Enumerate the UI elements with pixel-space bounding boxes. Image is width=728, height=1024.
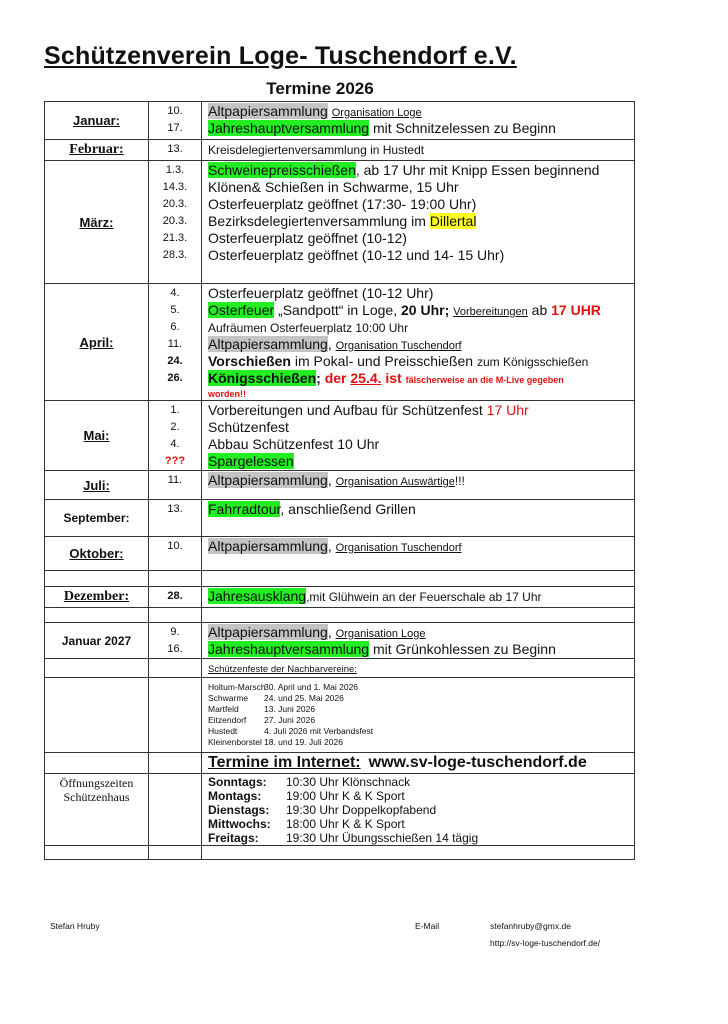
hours-text: 18:00 Uhr K & K Sport (286, 817, 405, 831)
event-text: , (327, 538, 336, 554)
event-date: 13. (167, 503, 183, 515)
event-date: 6. (170, 321, 180, 333)
date-cell (149, 537, 202, 571)
neighbor-club (208, 737, 634, 748)
date-cell (149, 140, 202, 161)
event-date: 9. (170, 626, 180, 638)
event-text: Königsschießen (208, 370, 317, 386)
empty-cell (45, 753, 149, 774)
event-text: Klönen& Schießen in Schwarme, 15 Uhr (208, 179, 459, 195)
event-text: Organisation Loge (335, 628, 426, 640)
event-line (208, 302, 634, 319)
event-text: ,mit Glühwein an der Feuerschale ab 17 Uhr (306, 590, 542, 604)
event-date: ??? (164, 455, 186, 467)
opening-hours-item (208, 775, 634, 789)
event-text: , ab 17 Uhr mit Knipp Essen beginnend (355, 162, 600, 178)
opening-hours-label: Öffnungszeiten Schützenhaus (45, 774, 149, 846)
event-text: ist (381, 370, 406, 386)
empty-cell (149, 659, 202, 678)
neighbors-heading: Schützenfeste der Nachbarvereine: (208, 664, 357, 675)
empty-cell (45, 659, 149, 678)
event-line (208, 472, 634, 489)
event-line (208, 402, 634, 419)
event-text: Altpapiersammlung (208, 336, 328, 352)
event-text: Kreisdelegiertenversammlung in Hustedt (208, 143, 425, 157)
event-text: Vorbereitungen (453, 306, 528, 318)
event-date: 20.3. (162, 215, 188, 227)
month-label: Januar: (45, 102, 149, 140)
event-text: ab (527, 302, 552, 318)
event-line (208, 538, 634, 555)
footer-email-label: E-Mail (415, 921, 440, 931)
event-text: „Sandpott“ in Loge, (274, 302, 402, 318)
event-text: 17 UHR (551, 302, 601, 318)
table-row (45, 401, 635, 471)
document-subtitle: Termine 2026 (266, 79, 374, 98)
event-text: , (327, 472, 336, 488)
table-row (45, 284, 635, 401)
empty-cell (202, 846, 635, 860)
empty-cell (45, 678, 149, 753)
event-text: 17 Uhr (486, 402, 529, 418)
event-line (208, 179, 634, 196)
entry-cell (202, 537, 635, 571)
entry-cell (202, 140, 635, 161)
neighbor-club (208, 715, 634, 726)
neighbor-club (208, 693, 634, 704)
event-text: Altpapiersammlung (208, 538, 328, 554)
event-date: 16. (167, 643, 183, 655)
event-date: 13. (167, 143, 183, 155)
club-date: 24. und 25. Mai 2026 (264, 693, 344, 703)
date-cell (149, 161, 202, 284)
event-date: 26. (167, 372, 183, 384)
event-line (208, 588, 634, 605)
club-name: Schwarme (208, 693, 249, 703)
neighbor-club (208, 726, 634, 737)
month-label: Dezember: (45, 587, 149, 608)
event-text: Altpapiersammlung (208, 472, 328, 488)
event-line (208, 319, 634, 336)
table-row (45, 623, 635, 659)
table-row (45, 571, 635, 587)
event-line (208, 453, 634, 470)
event-date: 4. (170, 287, 180, 299)
event-text: Organisation Loge (331, 107, 422, 119)
event-text: Schweinepreisschießen (208, 162, 356, 178)
event-line (208, 141, 634, 158)
event-line (208, 353, 634, 370)
hours-day: Dienstags: (208, 803, 270, 817)
event-line (208, 247, 634, 264)
event-date: 5. (170, 304, 180, 316)
event-text: Altpapiersammlung (208, 624, 328, 640)
empty-cell (45, 846, 149, 860)
event-date: 28.3. (162, 249, 188, 261)
month-label: Januar 2027 (45, 623, 149, 659)
entry-cell (202, 500, 635, 537)
hours-day: Sonntags: (208, 775, 267, 789)
entry-cell (202, 471, 635, 500)
event-text: Jahreshauptversammlung (208, 120, 370, 136)
hours-text: 19:30 Uhr Übungsschießen 14 tägig (286, 831, 479, 845)
date-cell (149, 500, 202, 537)
entry-cell (202, 161, 635, 284)
club-date: 27. Juni 2026 (264, 715, 316, 725)
empty-cell (149, 753, 202, 774)
event-date: 10. (167, 540, 183, 552)
event-date (149, 387, 201, 397)
event-date: 14.3. (162, 181, 188, 193)
event-text: 25.4. (350, 370, 382, 386)
event-text: 20 Uhr; (401, 302, 450, 318)
event-text: Altpapiersammlung (208, 103, 328, 119)
footer-name: Stefan Hruby (50, 921, 100, 931)
event-date: 10. (167, 105, 183, 117)
hours-text: 10:30 Uhr Klönschnack (286, 775, 411, 789)
event-text: Osterfeuer (208, 302, 275, 318)
event-text: Osterfeuerplatz geöffnet (17:30- 19:00 Uhr) (208, 196, 477, 212)
event-line (208, 196, 634, 213)
table-row (45, 537, 635, 571)
month-label: März: (45, 161, 149, 284)
opening-hours-item (208, 817, 634, 831)
footer-email[interactable]: stefanhruby@gmx.de (490, 921, 571, 931)
event-date: 2. (170, 421, 180, 433)
club-name: Holtum-Marsch (208, 682, 266, 692)
hours-day: Freitags: (208, 831, 259, 845)
date-cell (149, 471, 202, 500)
table-row (45, 608, 635, 623)
table-row (45, 846, 635, 860)
event-date: 4. (170, 438, 180, 450)
event-text: Jahresausklang (208, 588, 307, 604)
event-text: zum Königsschießen (476, 355, 589, 369)
event-line (208, 387, 634, 397)
event-line (208, 103, 634, 120)
club-date: 30. April und 1. Mai 2026 (264, 682, 359, 692)
entry-cell (202, 284, 635, 401)
hours-text: 19:00 Uhr K & K Sport (286, 789, 405, 803)
neighbors-list (202, 678, 635, 753)
event-text: Organisation Tuschendorf (335, 542, 462, 554)
month-label (45, 608, 149, 623)
internet-cell (202, 753, 635, 774)
date-cell (149, 102, 202, 140)
club-name: Hustedt (208, 726, 238, 736)
neighbors-heading-cell (202, 659, 635, 678)
table-row (45, 500, 635, 537)
event-text: Vorschießen (208, 353, 291, 369)
opening-hours-item (208, 831, 634, 845)
entry-cell (202, 401, 635, 471)
event-text: im Pokal- und Preisschießen (291, 353, 477, 369)
club-date: 13. Juni 2026 (264, 704, 316, 714)
opening-hours-item (208, 803, 634, 817)
footer-website[interactable]: http://sv-loge-tuschendorf.de/ (490, 938, 601, 948)
neighbor-club (208, 704, 634, 715)
event-date: 20.3. (162, 198, 188, 210)
event-text: Organisation Tuschendorf (335, 340, 462, 352)
hours-day: Montags: (208, 789, 262, 803)
event-text: Osterfeuerplatz geöffnet (10-12 und 14- 15 Uhr) (208, 247, 505, 263)
schedule-table (44, 101, 635, 860)
table-row (45, 140, 635, 161)
event-text: Osterfeuerplatz geöffnet (10-12) (208, 230, 407, 246)
table-row (45, 161, 635, 284)
event-line (208, 120, 634, 137)
event-text: Abbau Schützenfest 10 Uhr (208, 436, 380, 452)
table-row (45, 471, 635, 500)
event-text: der (324, 370, 351, 386)
date-cell (149, 571, 202, 587)
event-text: Vorbereitungen und Aufbau für Schützenfest (208, 402, 487, 418)
event-line (208, 230, 634, 247)
event-line (208, 419, 634, 436)
internet-label: Termine im Internet: (208, 754, 361, 771)
event-text: Fahrradtour (208, 501, 281, 517)
event-text: worden!! (208, 389, 246, 399)
event-date: 11. (167, 338, 183, 350)
event-line (208, 641, 634, 658)
event-text: Schützenfest (208, 419, 289, 435)
date-cell (149, 608, 202, 623)
club-date: 18. und 19. Juli 2026 (264, 737, 343, 747)
date-cell (149, 284, 202, 401)
event-date: 28. (167, 590, 183, 602)
event-date: 1. (170, 404, 180, 416)
month-label: September: (45, 500, 149, 537)
entry-cell (202, 102, 635, 140)
club-name: Eitzendorf (208, 715, 247, 725)
event-date: 11. (167, 474, 183, 486)
date-cell (149, 587, 202, 608)
table-row (45, 753, 635, 774)
event-text: Organisation Auswärtige (335, 476, 455, 488)
internet-url[interactable]: www.sv-loge-tuschendorf.de (368, 754, 587, 771)
opening-hours-list (202, 774, 635, 846)
table-row (45, 587, 635, 608)
event-text: Dillertal (429, 213, 477, 229)
event-date: 21.3. (162, 232, 188, 244)
entry-cell (202, 623, 635, 659)
entry-cell (202, 571, 635, 587)
empty-cell (149, 846, 202, 860)
month-label: Juli: (45, 471, 149, 500)
table-row (45, 659, 635, 678)
event-line (208, 162, 634, 179)
opening-hours-item (208, 789, 634, 803)
club-name: Kleinenborstel (208, 737, 262, 747)
month-label: Mai: (45, 401, 149, 471)
entry-cell (202, 608, 635, 623)
event-line (208, 624, 634, 641)
event-date: 17. (167, 122, 183, 134)
table-row (45, 102, 635, 140)
event-text: fälscherweise an die M-Live gegeben (405, 375, 564, 385)
hours-text: 19:30 Uhr Doppelkopfabend (286, 803, 437, 817)
event-text: mit Schnitzelessen zu Beginn (369, 120, 556, 136)
event-text: Jahreshauptversammlung (208, 641, 370, 657)
date-cell (149, 401, 202, 471)
table-row (45, 774, 635, 846)
empty-cell (149, 678, 202, 753)
event-line (208, 501, 634, 518)
month-label: Oktober: (45, 537, 149, 571)
event-text: , (327, 336, 336, 352)
event-text: , (327, 624, 336, 640)
event-line (208, 436, 634, 453)
club-date: 4. Juli 2026 mit Verbandsfest (264, 726, 374, 736)
month-label (45, 571, 149, 587)
event-text: ; (316, 370, 325, 386)
event-text: Spargelessen (208, 453, 294, 469)
event-line (208, 336, 634, 353)
event-text: , anschließend Grillen (280, 501, 416, 517)
club-name: Martfeld (208, 704, 239, 714)
month-label: Februar: (45, 140, 149, 161)
empty-cell (149, 774, 202, 846)
event-date: 24. (167, 355, 183, 367)
entry-cell (202, 587, 635, 608)
event-text: Osterfeuerplatz geöffnet (10-12 Uhr) (208, 285, 434, 301)
month-label: April: (45, 284, 149, 401)
event-text: Bezirksdelegiertenversammlung im (208, 213, 430, 229)
event-line (208, 213, 634, 230)
event-line (208, 370, 634, 387)
document-title: Schützenverein Loge- Tuschendorf e.V. (44, 42, 517, 70)
event-text: Aufräumen Osterfeuerplatz 10:00 Uhr (208, 321, 409, 335)
event-date: 1.3. (165, 164, 185, 176)
neighbor-club (208, 682, 634, 693)
event-text: !!! (454, 474, 465, 488)
hours-day: Mittwochs: (208, 817, 271, 831)
event-line (208, 285, 634, 302)
date-cell (149, 623, 202, 659)
table-row (45, 678, 635, 753)
event-text: mit Grünkohlessen zu Beginn (369, 641, 556, 657)
